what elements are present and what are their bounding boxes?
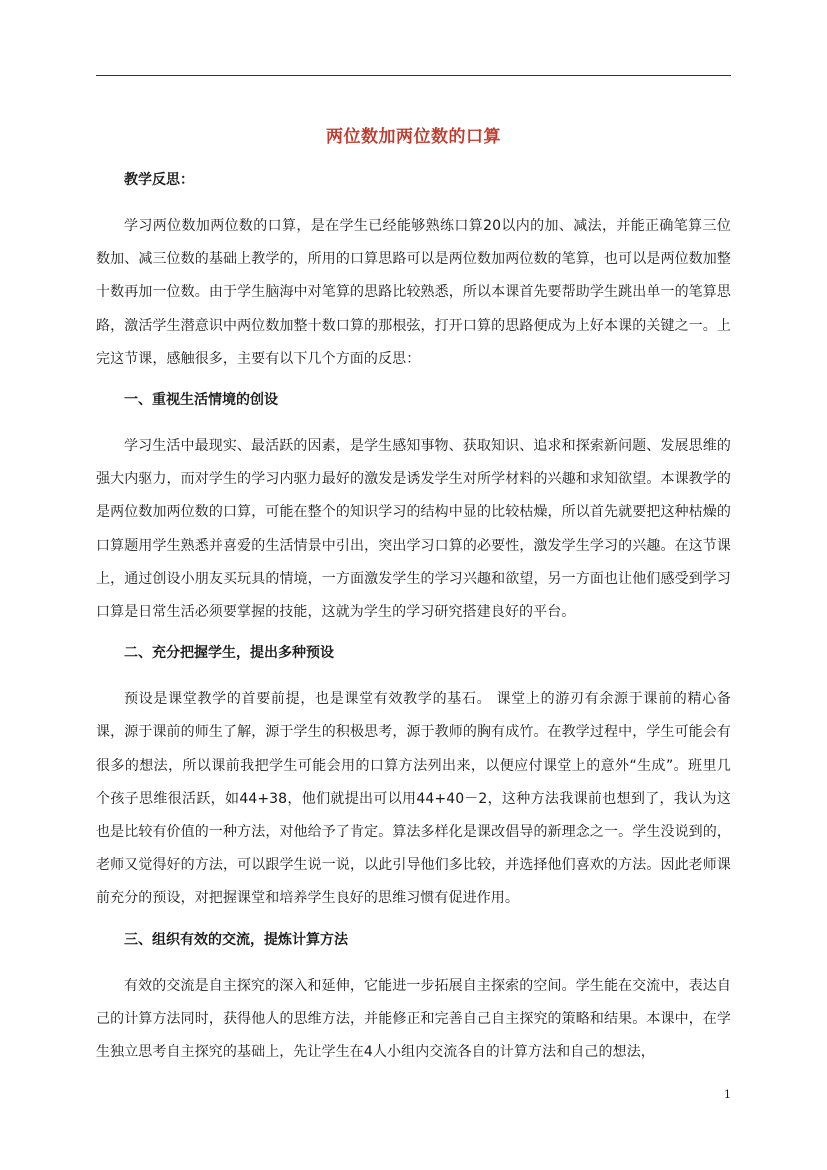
document-title: 两位数加两位数的口算 bbox=[326, 127, 501, 147]
page-number: 1 bbox=[724, 1088, 731, 1101]
intro-paragraph: 学习两位数加两位数的口算，是在学生已经能够熟练口算20以内的加、减法，并能正确笔算三位数加、减三位数的基础上教学的，所用的口算思路可以是两位数加两位数的笔算，也可以是两位数加整十数再加一位数。由于学生脑海中对笔算的思路比较熟悉，所以本课首先要帮助学生跳出单一的笔算思路，激活学生潜意识中两位数加整十数口算的那根弦，打开口算的思路便成为上好本课的关键之一。上完这节课，感触很多，主要有以下几个方面的反思： bbox=[96, 218, 731, 367]
section-paragraph-3: 有效的交流是自主探究的深入和延伸，它能进一步拓展自主探索的空间。学生能在交流中，表达自己的计算方法同时，获得他人的思维方法，并能修正和完善自己自主探究的策略和结果。本课中，在学生独立思考自主探究的基础上，先让学生在4人小组内交流各自的计算方法和自己的想法， bbox=[96, 977, 731, 1061]
header-rule bbox=[96, 75, 731, 76]
section-label: 教学反思： bbox=[124, 172, 194, 188]
section-paragraph-2: 预设是课堂教学的首要前提，也是课堂有效教学的基石。 课堂上的游刃有余源于课前的精心备课，源于课前的师生了解，源于学生的积极思考，源于教师的胸有成竹。在教学过程中，学生可能会有很多的想法，所以课前我把学生可能会用的口算方法列出来，以便应付课堂上的意外“生成”。班里几个孩子思维很活跃，如44+38，他们就提出可以用44+40－2，这种方法我课前也想到了，我认为这也是比较有价值的一种方法，对他给予了肯定。算法多样化是课改倡导的新理念之一。学生没说到的，老师又觉得好的方法，可以跟学生说一说，以此引导他们多比较，并选择他们喜欢的方法。因此老师课前充分的预设，对把握课堂和培养学生良好的思维习惯有促进作用。 bbox=[96, 691, 731, 907]
document-body bbox=[96, 168, 731, 1069]
section-paragraph-1: 学习生活中最现实、最活跃的因素，是学生感知事物、获取知识、追求和探索新问题、发展思维的强大内驱力，而对学生的学习内驱力最好的激发是诱发学生对所学材料的兴趣和求知欲望。本课教学的是两位数加两位数的口算，可能在整个的知识学习的结构中显的比较枯燥，所以首先就要把这种枯燥的口算题用学生熟悉并喜爱的生活情景中引出，突出学习口算的必要性，激发学生学习的兴趣。在这节课上，通过创设小朋友买玩具的情境，一方面激发学生的学习兴趣和欲望，另一方面也让他们感受到学习口算是日常生活必须要掌握的技能，这就为学生的学习研究搭建良好的平台。 bbox=[96, 438, 731, 621]
section-heading-1: 一、重视生活情境的创设 bbox=[124, 392, 278, 409]
section-heading-2: 二、充分把握学生，提出多种预设 bbox=[124, 645, 334, 662]
section-heading-3: 三、组织有效的交流，提炼计算方法 bbox=[124, 931, 348, 948]
